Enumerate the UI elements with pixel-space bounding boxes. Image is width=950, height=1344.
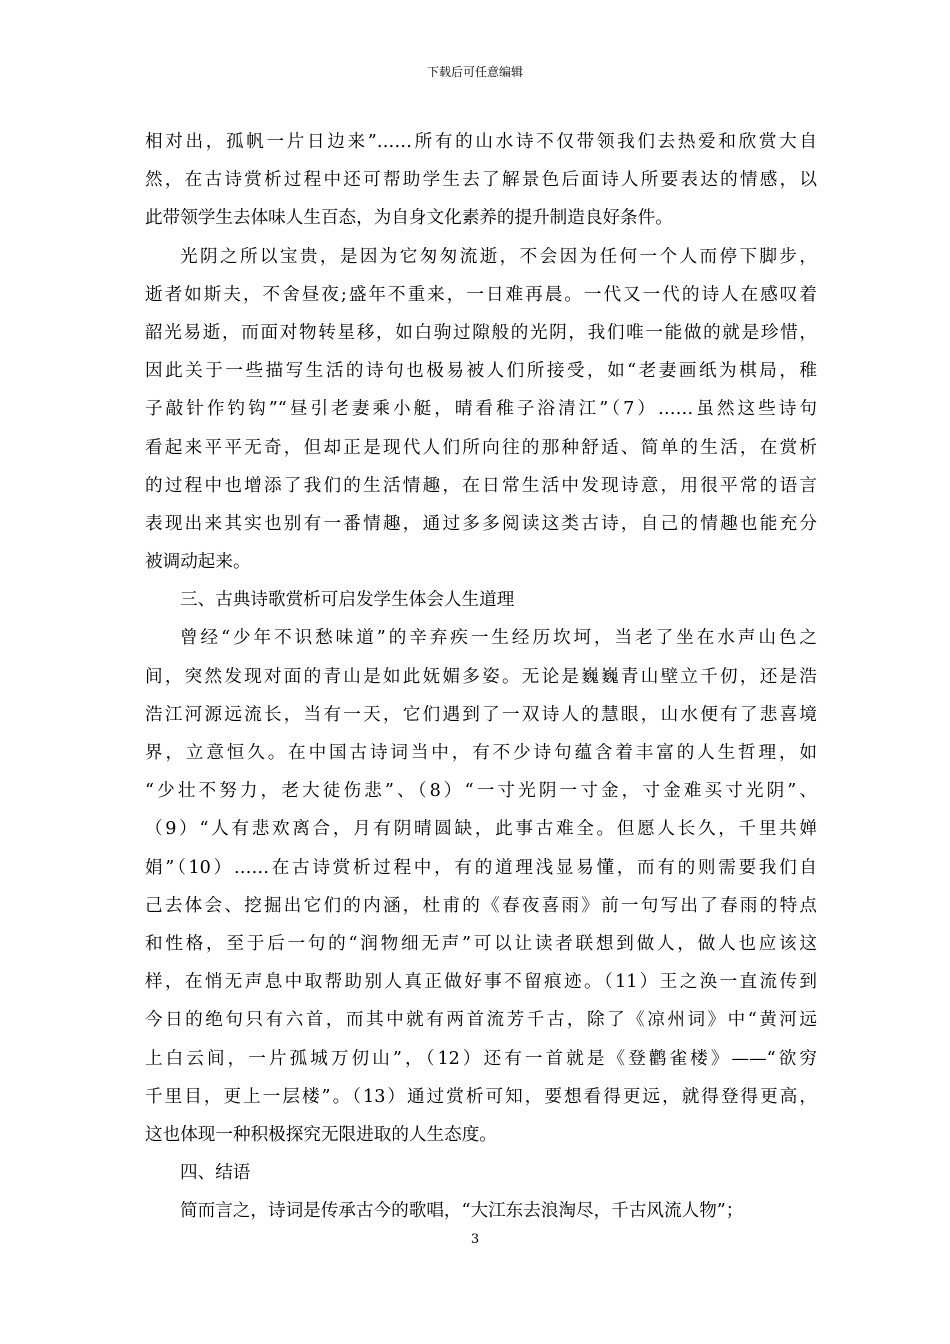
text-line: 被调动起来。 (145, 552, 251, 573)
text-line: 子敲针作钓钩”“昼引老妻乘小艇，晴看稚子浴清江”（7）……虽然这些诗句 (145, 399, 817, 420)
text-line: 间，突然发现对面的青山是如此妩媚多姿。无论是巍巍青山壁立千仞，还是浩 (145, 666, 817, 687)
text-line: 的过程中也增添了我们的生活情趣，在日常生活中发现诗意，用很平常的语言 (145, 475, 817, 496)
page-number: 3 (470, 1232, 480, 1247)
document-body (145, 123, 817, 1230)
text-line: 简而言之，诗词是传承古今的歌唱，“大江东去浪淘尽，千古风流人物”； (180, 1201, 744, 1222)
text-line: 光阴之所以宝贵，是因为它匆匆流逝，不会因为任何一个人而停下脚步， (180, 246, 817, 267)
text-line: 韶光易逝，而面对物转星移，如白驹过隙般的光阴，我们唯一能做的就是珍惜， (145, 322, 817, 343)
text-line: 逝者如斯夫，不舍昼夜;盛年不重来，一日难再晨。一代又一代的诗人在感叹着 (145, 284, 817, 305)
text-line: 相对出，孤帆一片日边来”……所有的山水诗不仅带领我们去热爱和欣赏大自 (145, 132, 817, 152)
text-line: 然，在古诗赏析过程中还可帮助学生去了解景色后面诗人所要表达的情感，以 (145, 170, 817, 191)
section-heading: 四、结语 (180, 1163, 251, 1184)
text-line: 此带领学生去体味人生百态，为自身文化素养的提升制造良好条件。 (145, 208, 673, 229)
text-line: 浩江河源远流长，当有一天，它们遇到了一双诗人的慧眼，山水便有了悲喜境 (145, 704, 817, 725)
text-line: （9）“人有悲欢离合，月有阴晴圆缺，此事古难全。但愿人长久，千里共婵 (145, 819, 817, 840)
text-line: 曾经“少年不识愁味道”的辛弃疾一生经历坎坷，当老了坐在水声山色之 (180, 628, 817, 649)
text-line: 和性格，至于后一句的“润物细无声”可以让读者联想到做人，做人也应该这 (145, 933, 817, 954)
text-line: 己去体会、挖掘出它们的内涵，杜甫的《春夜喜雨》前一句写出了春雨的特点 (145, 895, 817, 916)
section-heading: 三、古典诗歌赏析可启发学生体会人生道理 (180, 590, 515, 611)
text-line: 看起来平平无奇，但却正是现代人们所向往的那种舒适、简单的生活，在赏析 (145, 437, 817, 458)
page-header: 下载后可任意编辑 (426, 65, 523, 79)
text-line: 界，立意恒久。在中国古诗词当中，有不少诗句蕴含着丰富的人生哲理，如 (145, 743, 817, 763)
text-line: 千里目，更上一层楼”。（13）通过赏析可知，要想看得更远，就得登得更高， (145, 1086, 817, 1107)
text-line: “少壮不努力，老大徒伤悲”、（8）“一寸光阴一寸金，寸金难买寸光阴”、 (145, 781, 817, 802)
text-line: 娟”（10）……在古诗赏析过程中，有的道理浅显易懂，而有的则需要我们自 (145, 857, 817, 878)
text-line: 上白云间，一片孤城万仞山”，（12）还有一首就是《登鹳雀楼》——“欲穷 (145, 1048, 817, 1069)
text-line: 这也体现一种积极探究无限进取的人生态度。 (145, 1124, 497, 1145)
text-line: 表现出来其实也别有一番情趣，通过多多阅读这类古诗，自己的情趣也能充分 (145, 513, 817, 534)
text-line: 今日的绝句只有六首，而其中就有两首流芳千古，除了《凉州词》中“黄河远 (145, 1010, 817, 1031)
text-line: 样，在悄无声息中取帮助别人真正做好事不留痕迹。（11）王之涣一直流传到 (145, 972, 817, 993)
text-line: 因此关于一些描写生活的诗句也极易被人们所接受，如“老妻画纸为棋局，稚 (145, 361, 817, 382)
